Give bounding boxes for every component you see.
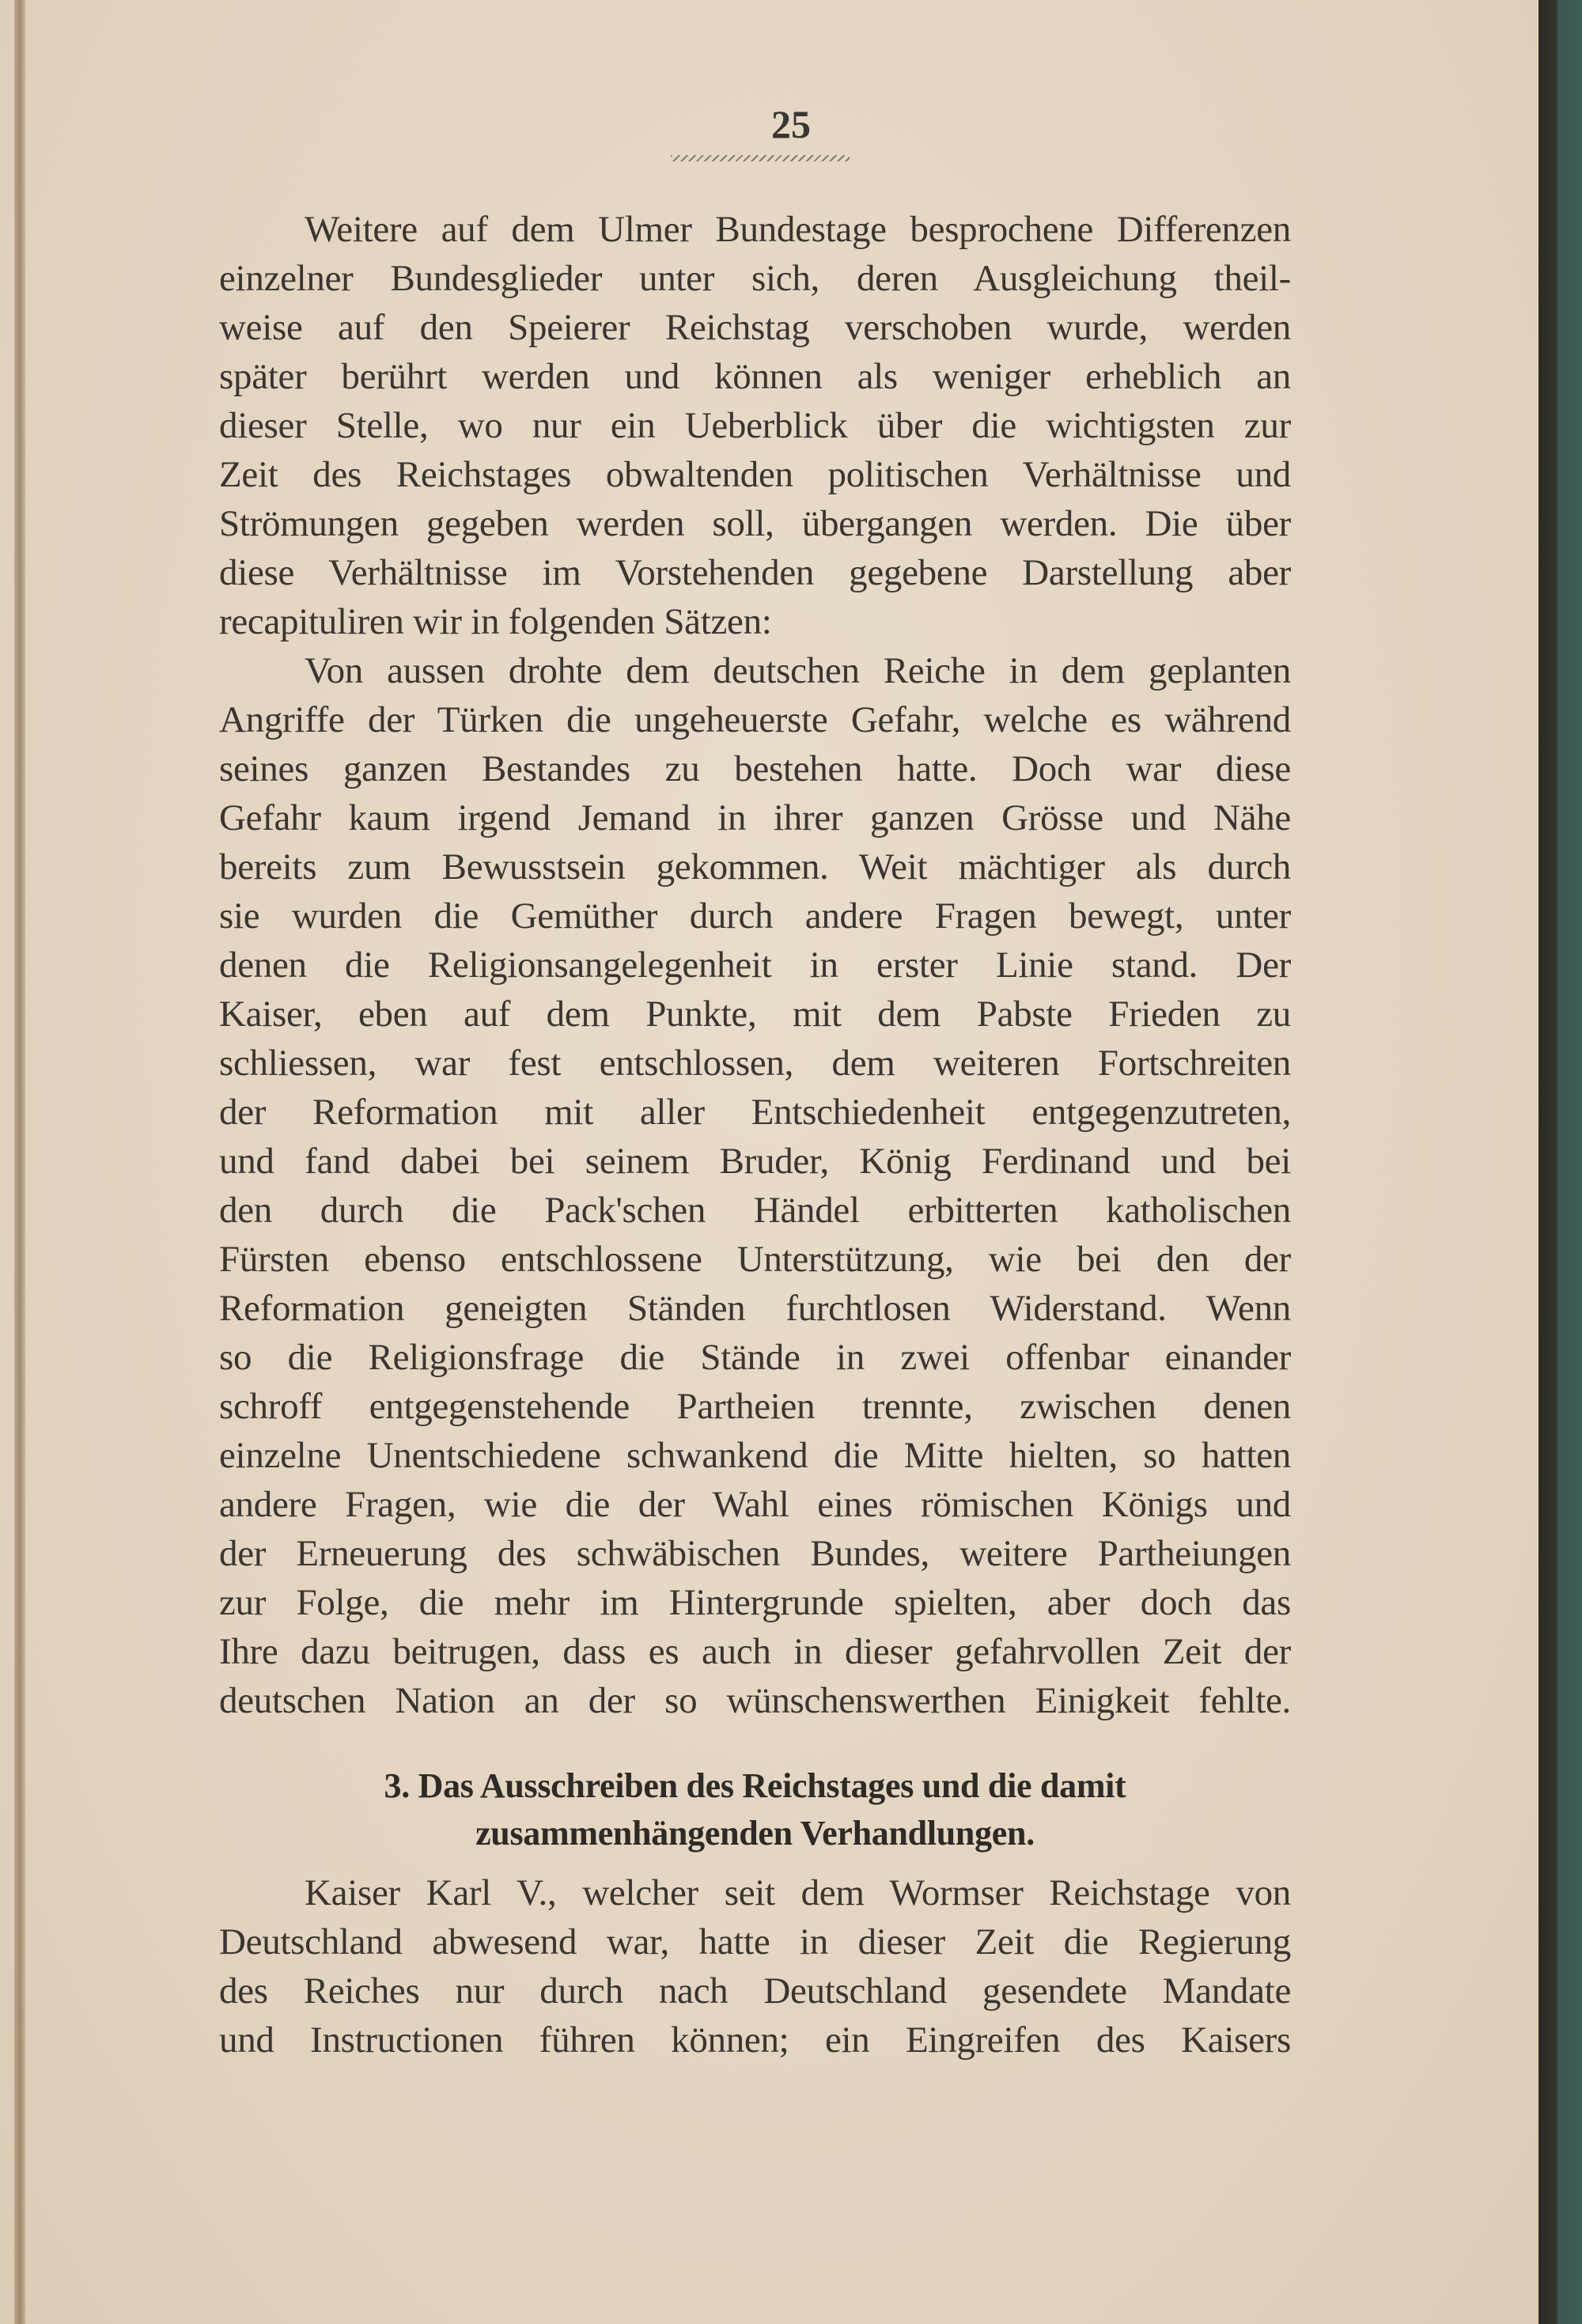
page-binding-edge — [14, 0, 25, 2324]
text-line: Angriffe der Türken die ungeheuerste Gefahr, welche es während — [219, 699, 1291, 740]
text-line: denen die Religionsangelegenheit in erster Linie stand. Der — [219, 944, 1291, 986]
text-line: andere Fragen, wie die der Wahl eines römischen Königs und — [219, 1484, 1291, 1525]
text-line: der Reformation mit aller Entschiedenheit entgegenzutreten, — [219, 1092, 1291, 1133]
page-number: 25 — [771, 102, 811, 146]
text-line: Kaiser Karl V., welcher seit dem Wormser Reichstage von — [305, 1872, 1291, 1913]
body-text-bottom — [219, 1868, 1291, 2065]
text-line: sie wurden die Gemüther durch andere Fragen bewegt, unter — [219, 895, 1291, 937]
text-line: deutschen Nation an der so wünschenswerthen Einigkeit fehlte. — [219, 1680, 1291, 1721]
text-line: schroff entgegenstehende Partheien trennte, zwischen denen — [219, 1386, 1291, 1427]
section-heading-line: zusammenhängenden Verhandlungen. — [475, 1814, 1035, 1853]
text-line: Gefahr kaum irgend Jemand in ihrer ganzen Grösse und Nähe — [219, 797, 1291, 838]
text-line: Deutschland abwesend war, hatte in dieser Zeit die Regierung — [219, 1921, 1291, 1963]
text-line: weise auf den Speierer Reichstag verschoben wurde, werden — [219, 307, 1291, 348]
text-line: Ihre dazu beitrugen, dass es auch in dieser gefahrvollen Zeit der — [219, 1631, 1291, 1672]
page-number-ornament-rule — [671, 155, 850, 161]
text-line: Reformation geneigten Ständen furchtlosen Widerstand. Wenn — [219, 1288, 1291, 1329]
text-line: und fand dabei bei seinem Bruder, König Ferdinand und bei — [219, 1141, 1291, 1182]
text-line: später berührt werden und können als weniger erheblich an — [219, 356, 1291, 397]
text-line: Fürsten ebenso entschlossene Unterstützung, wie bei den der — [219, 1239, 1291, 1280]
section-heading-line: 3. Das Ausschreiben des Reichstages und die damit — [384, 1766, 1126, 1805]
paragraph — [219, 646, 1291, 1725]
text-line: des Reiches nur durch nach Deutschland gesendete Mandate — [219, 1970, 1291, 2012]
text-line: einzelner Bundesglieder unter sich, deren Ausgleichung theil- — [219, 258, 1291, 299]
body-text-top — [219, 205, 1291, 1725]
text-line: Kaiser, eben auf dem Punkte, mit dem Pabste Frieden zu — [219, 994, 1291, 1035]
text-line: dieser Stelle, wo nur ein Ueberblick über die wichtigsten zur — [219, 405, 1291, 446]
text-line: Von aussen drohte dem deutschen Reiche in dem geplanten — [305, 650, 1291, 691]
text-line: seines ganzen Bestandes zu bestehen hatte. Doch war diese — [219, 748, 1291, 789]
text-line: Weitere auf dem Ulmer Bundestage besprochene Differenzen — [305, 209, 1291, 250]
text-line: einzelne Unentschiedene schwankend die Mitte hielten, so hatten — [219, 1435, 1291, 1476]
text-line: recapituliren wir in folgenden Sätzen: — [219, 601, 772, 642]
text-line: Zeit des Reichstages obwaltenden politischen Verhältnisse und — [219, 454, 1291, 495]
section-heading — [219, 1762, 1291, 1857]
text-line: zur Folge, die mehr im Hintergrunde spielten, aber doch das — [219, 1582, 1291, 1623]
text-line: Strömungen gegeben werden soll, übergangen werden. Die über — [219, 503, 1291, 544]
paragraph — [219, 1868, 1291, 2065]
text-line: schliessen, war fest entschlossen, dem weiteren Fortschreiten — [219, 1043, 1291, 1084]
text-line: diese Verhältnisse im Vorstehenden gegebene Darstellung aber — [219, 552, 1291, 593]
text-line: den durch die Pack'schen Händel erbitterten katholischen — [219, 1190, 1291, 1231]
text-line: so die Religionsfrage die Stände in zwei offenbar einander — [219, 1337, 1291, 1378]
text-line: bereits zum Bewusstsein gekommen. Weit mächtiger als durch — [219, 846, 1291, 888]
paragraph — [219, 205, 1291, 646]
book-cover-edge — [1538, 0, 1582, 2324]
text-line: der Erneuerung des schwäbischen Bundes, weitere Partheiungen — [219, 1533, 1291, 1574]
text-line: und Instructionen führen können; ein Eingreifen des Kaisers — [219, 2019, 1291, 2061]
